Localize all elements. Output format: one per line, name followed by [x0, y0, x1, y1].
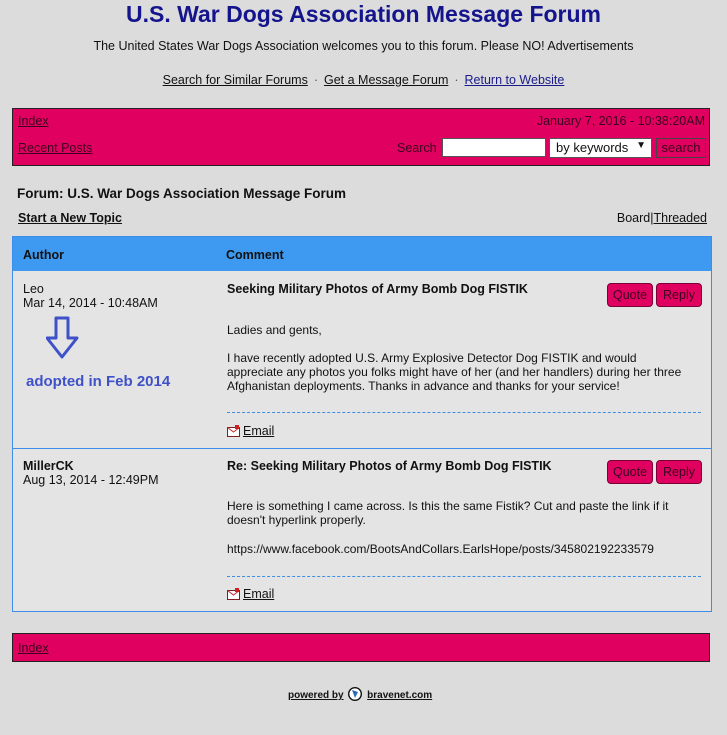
- view-threaded-link[interactable]: Threaded: [653, 211, 707, 225]
- current-datetime: January 7, 2016 - 10:38:20AM: [536, 114, 705, 128]
- post-row: [13, 449, 711, 611]
- powered-by-label: powered by: [288, 690, 344, 701]
- top-links: [0, 73, 727, 87]
- post-author: MillerCK: [23, 459, 74, 473]
- search-label: Search: [397, 141, 437, 155]
- search-mode-value: by keywords: [556, 140, 629, 155]
- reply-button[interactable]: Reply: [656, 460, 702, 484]
- quote-button[interactable]: Quote: [607, 460, 653, 484]
- powered-by: [288, 687, 432, 701]
- top-nav-bar: [12, 108, 710, 166]
- bravenet-link[interactable]: bravenet.com: [367, 690, 433, 701]
- posts-table: [12, 236, 712, 612]
- post-author: Leo: [23, 282, 44, 296]
- view-mode-switch: [617, 211, 707, 225]
- email-link[interactable]: Email: [243, 424, 275, 438]
- email-link[interactable]: Email: [243, 587, 275, 601]
- post-date: Aug 13, 2014 - 12:49PM: [23, 473, 159, 487]
- post-body-greeting: Ladies and gents,: [227, 323, 322, 337]
- email-action: [227, 424, 274, 438]
- post-body-link: https://www.facebook.com/BootsAndCollars.EarlsHope/posts/345802192233579: [227, 542, 654, 556]
- post-divider: [227, 576, 701, 577]
- post-divider: [227, 412, 701, 413]
- search-input[interactable]: [442, 138, 546, 157]
- page-title: U.S. War Dogs Association Message Forum: [125, 1, 601, 27]
- view-separator: |: [650, 211, 654, 225]
- down-arrow-icon: [46, 316, 80, 360]
- quote-button[interactable]: Quote: [607, 283, 653, 307]
- start-new-topic-link[interactable]: Start a New Topic: [18, 211, 122, 225]
- return-to-website-link[interactable]: Return to Website: [464, 73, 565, 87]
- reply-button[interactable]: Reply: [656, 283, 702, 307]
- get-message-forum-link[interactable]: Get a Message Forum: [324, 73, 449, 87]
- posts-table-header: [13, 237, 711, 271]
- search-similar-forums-link[interactable]: Search for Similar Forums: [162, 73, 308, 87]
- post-subject: Seeking Military Photos of Army Bomb Dog FISTIK: [227, 282, 528, 296]
- search-mode-select[interactable]: [549, 138, 652, 158]
- post-body-text: I have recently adopted U.S. Army Explosive Detector Dog FISTIK and would appreciate any photos you folks might have of her (and her handlers) during her three Afghanistan deployments. Thanks in advance and thanks for your service!: [227, 351, 682, 393]
- link-separator: ·: [313, 73, 318, 87]
- bravenet-logo-icon: [348, 687, 362, 701]
- forum-heading: Forum: U.S. War Dogs Association Message Forum: [17, 186, 347, 201]
- link-separator: ·: [454, 73, 459, 87]
- post-body-text: Here is something I came across. Is this the same Fistik? Cut and paste the link if it doesn't hyperlink properly.: [227, 499, 669, 527]
- author-column-header: Author: [23, 248, 64, 262]
- dropdown-arrow-icon: ▼: [636, 140, 646, 151]
- comment-column-header: Comment: [226, 248, 284, 262]
- email-action: [227, 587, 274, 601]
- recent-posts-link[interactable]: Recent Posts: [18, 141, 93, 155]
- welcome-message: The United States War Dogs Association welcomes you to this forum. Please NO! Advertisements: [93, 39, 634, 53]
- view-board-label: Board: [616, 211, 651, 225]
- annotation-text: adopted in Feb 2014: [26, 373, 171, 390]
- post-row: [13, 271, 711, 449]
- bottom-nav-bar: [12, 633, 710, 662]
- post-subject: Re: Seeking Military Photos of Army Bomb Dog FISTIK: [227, 459, 552, 473]
- email-icon: [227, 588, 240, 600]
- index-link[interactable]: Index: [18, 641, 49, 655]
- post-date: Mar 14, 2014 - 10:48AM: [23, 296, 158, 310]
- index-link[interactable]: Index: [18, 114, 49, 128]
- search-button[interactable]: search: [656, 138, 706, 158]
- email-icon: [227, 425, 240, 437]
